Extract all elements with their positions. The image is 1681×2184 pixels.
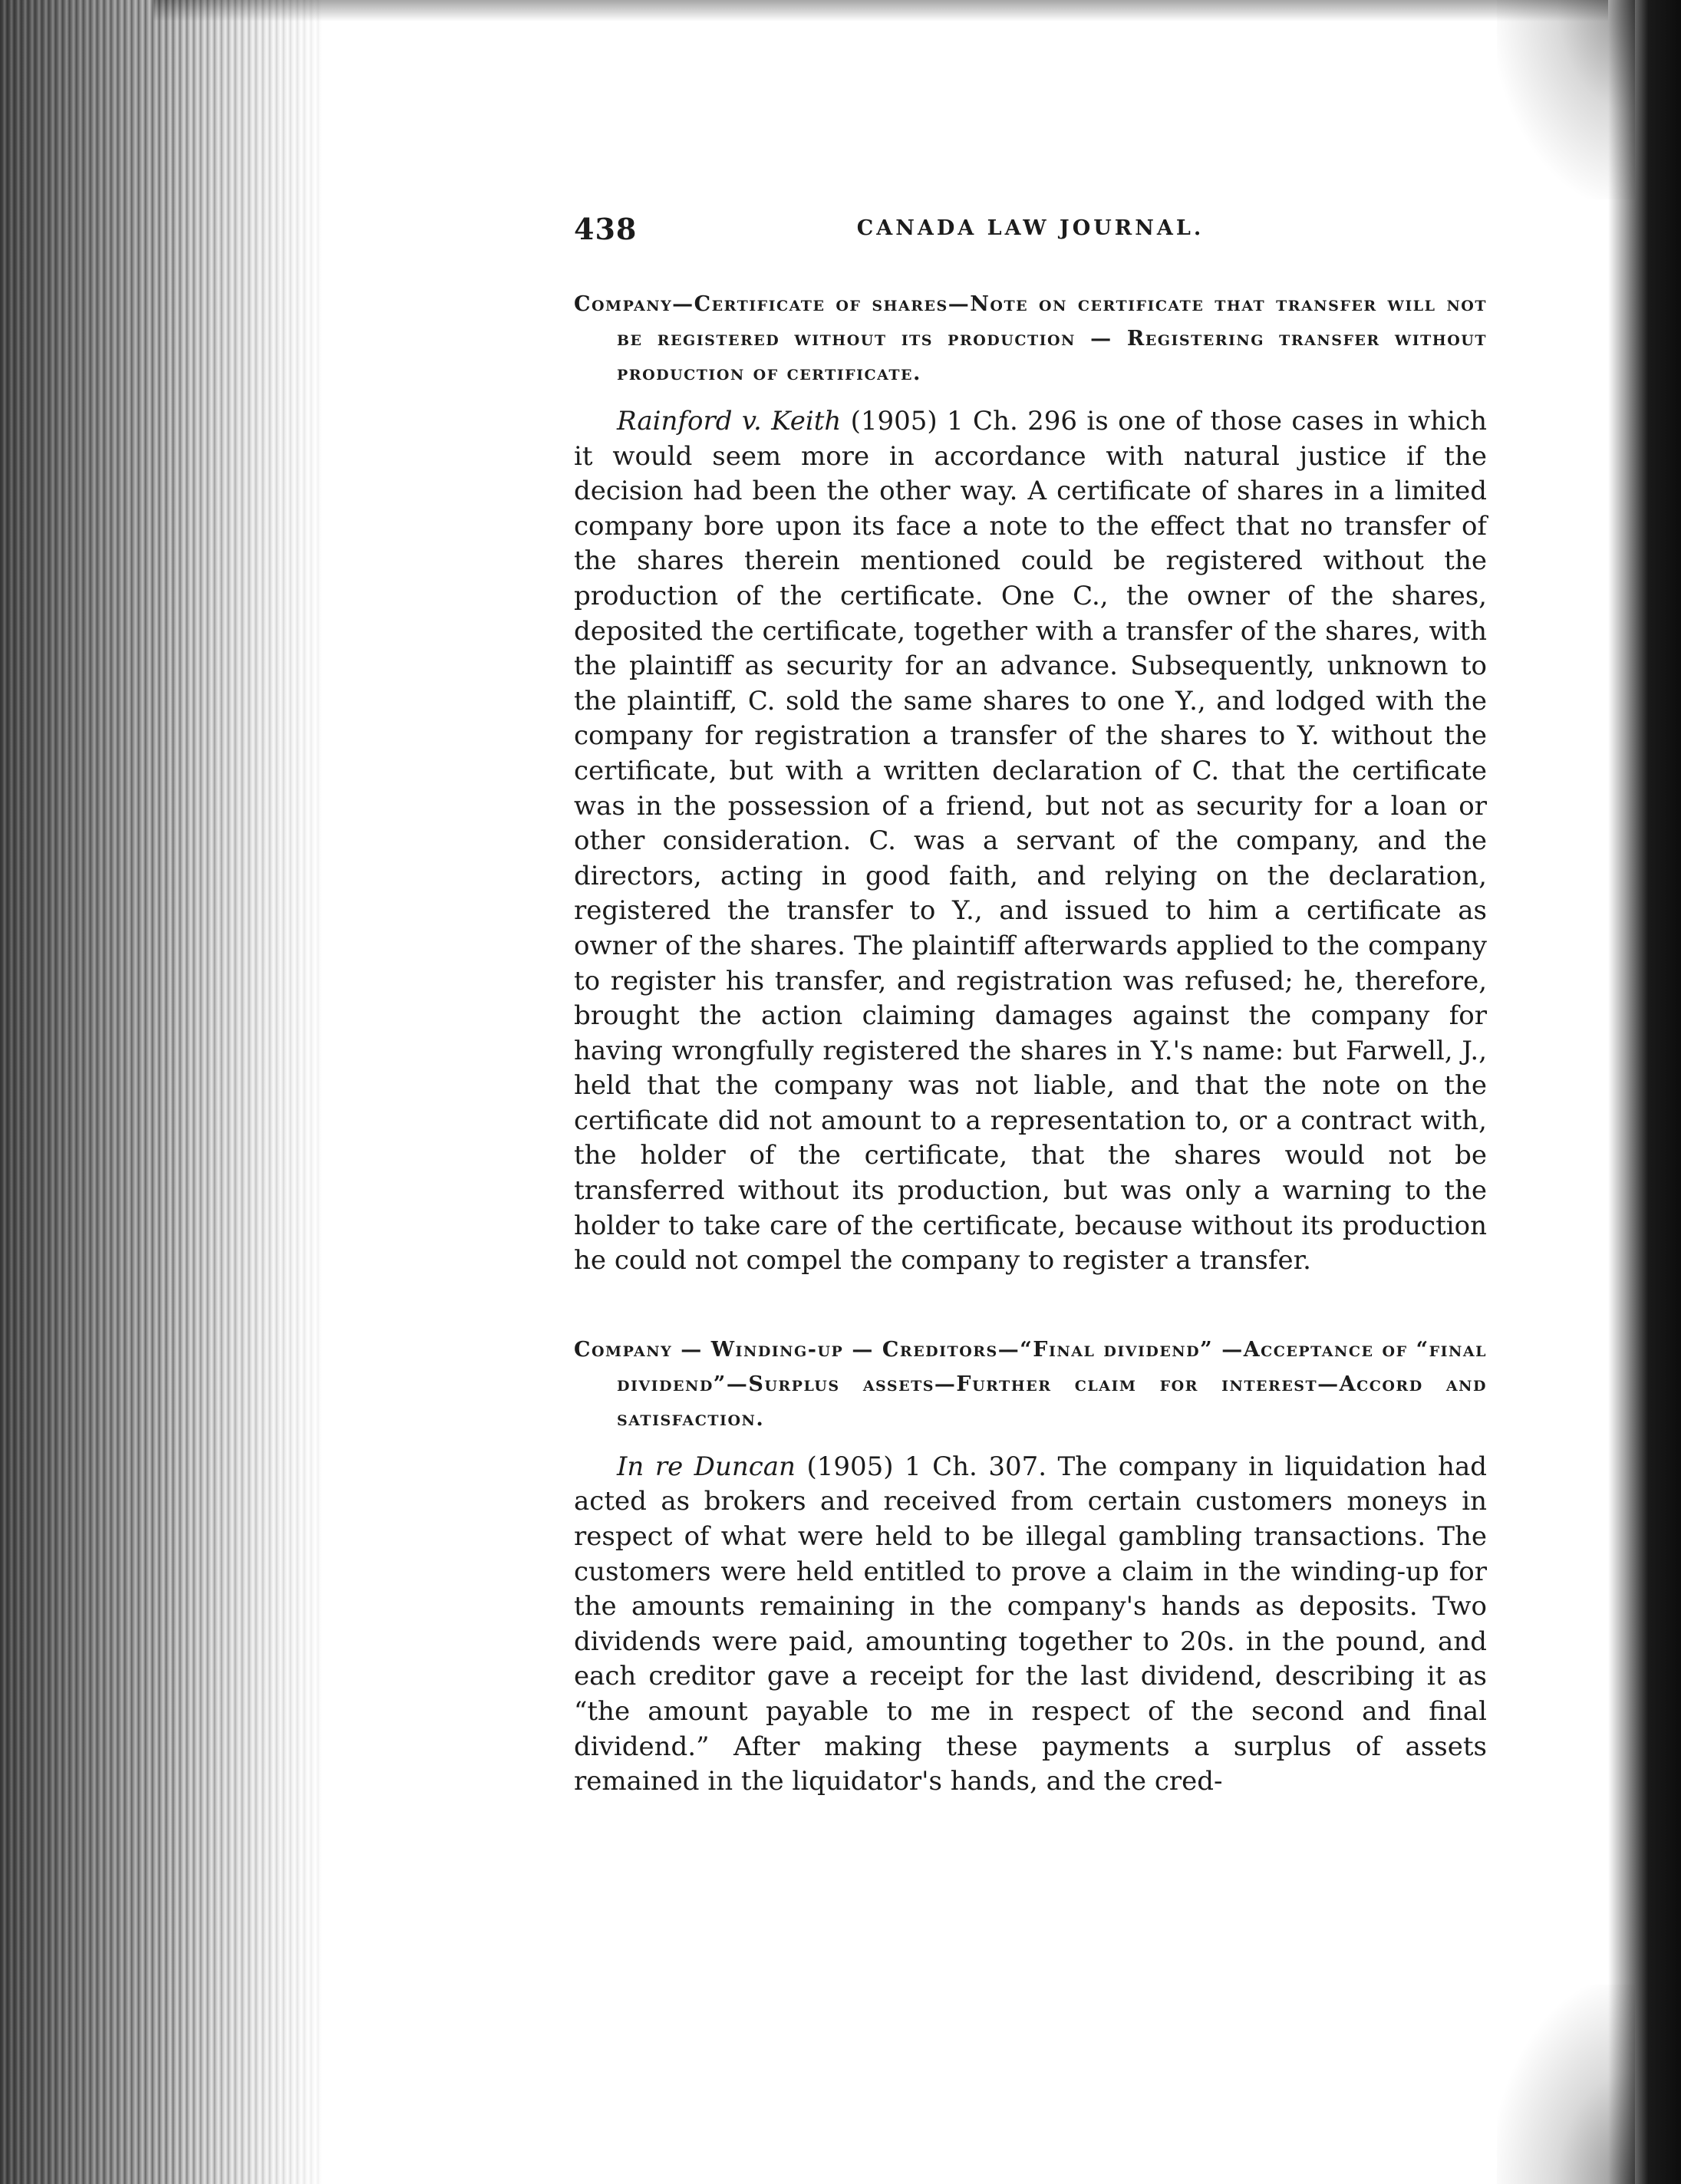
- section-heading-company-winding-up: Company — Winding-up — Creditors—“Final dividend” —Acceptance of “final dividend”—Surplus assets—Further claim for interest—Accord and satisfaction.: [574, 1337, 1487, 1431]
- book-page: [574, 212, 1487, 1800]
- bottom-right-corner-shadow: [1497, 1985, 1635, 2184]
- binding-fade: [169, 0, 338, 2184]
- right-page-edge: [1608, 0, 1681, 2184]
- page-number: 438: [574, 212, 638, 246]
- case-name: Rainford v. Keith: [617, 406, 842, 436]
- running-head: [574, 212, 1487, 258]
- top-page-edge: [153, 0, 1611, 21]
- paragraph-rainford-v-keith: [574, 404, 1487, 1279]
- section-heading-company-certificate: Company—Certificate of shares—Note on certificate that transfer will not be registered without its production — Registering transfer without production of certificate.: [574, 292, 1487, 385]
- case-name: In re Duncan: [617, 1451, 796, 1482]
- journal-title: CANADA LAW JOURNAL.: [856, 216, 1205, 240]
- paragraph-text: (1905) 1 Ch. 307. The company in liquidation had acted as brokers and received from certain customers moneys in respect of what were held to be illegal gambling transactions. The customers were held entitled to prove a claim in the winding-up for the amounts remaining in the company's hands as deposits. Two dividends were paid, amounting together to 20s. in the pound, and each creditor gave a receipt for the last dividend, describing it as “the amount payable to me in respect of the second and final dividend.” After making these payments a surplus of assets remained in the liquidator's hands, and the cred-: [574, 1451, 1487, 1797]
- section-gap: [574, 1279, 1487, 1303]
- paragraph-in-re-duncan: [574, 1450, 1487, 1800]
- top-right-corner-shadow: [1497, 0, 1635, 199]
- paragraph-text: (1905) 1 Ch. 296 is one of those cases in which it would seem more in accordance with natural justice if the decision had been the other way. A certificate of shares in a limited company bore upon its face a note to the effect that no transfer of the shares therein mentioned could be registered without the production of the certificate. One C., the owner of the shares, deposited the certificate, together with a transfer of the shares, with the plaintiff as security for an advance. Subsequently, unknown to the plaintiff, C. sold the same shares to one Y., and lodged with the company for registration a transfer of the shares to Y. without the certificate, but with a written declaration of C. that the certificate was in the possession of a friend, but not as security for a loan or other consideration. C. was a servant of the company, and the directors, acting in good faith, and relying on the declaration, registered the transfer to Y., and issued to him a certificate as owner of the shares. The plaintiff afterwards applied to the company to register his transfer, and registration was refused; he, therefore, brought the action claiming damages against the company for having wrongfully registered the shares in Y.'s name: but Farwell, J., held that the company was not liable, and that the note on the certificate did not amount to a representation to, or a contract with, the holder of the certificate, that the shares would not be transferred without its production, but was only a warning to the holder to take care of the certificate, because without its production he could not compel the company to register a transfer.: [574, 406, 1487, 1276]
